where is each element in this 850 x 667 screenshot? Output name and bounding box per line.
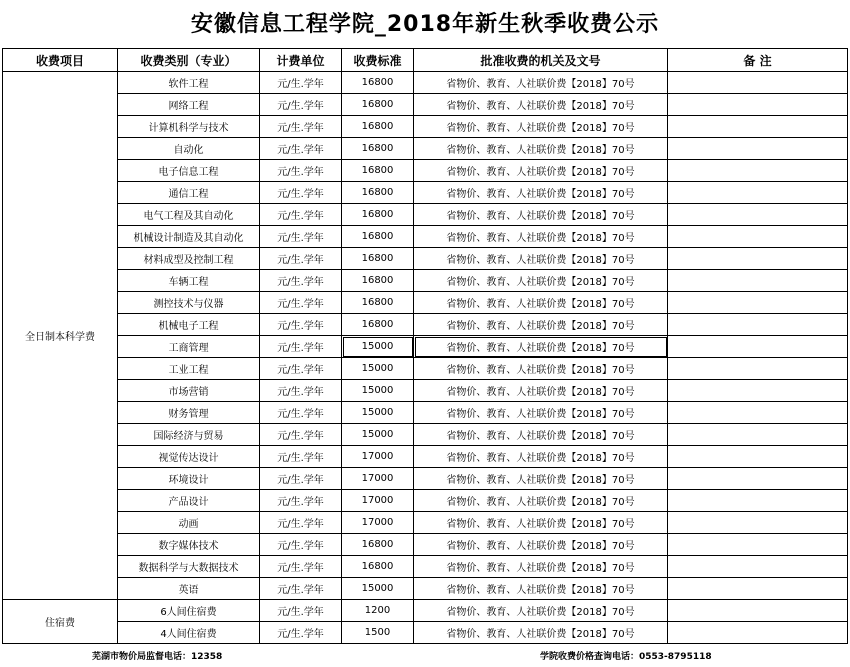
table-row	[3, 204, 848, 226]
table-row	[3, 468, 848, 490]
header-row	[3, 49, 848, 72]
category-cell[interactable]: 视觉传达设计	[118, 446, 260, 468]
group-cell-dorm[interactable]: 住宿费	[3, 600, 118, 644]
remark-cell[interactable]	[668, 204, 848, 226]
standard-cell[interactable]: 16800	[342, 182, 414, 204]
header-remark[interactable]: 备 注	[668, 49, 848, 72]
standard-cell[interactable]: 1500	[342, 622, 414, 644]
header-category[interactable]: 收费类别（专业）	[118, 49, 260, 72]
group-cell-tuition[interactable]: 全日制本科学费	[3, 72, 118, 600]
authority-cell[interactable]: 省物价、教育、人社联价费【2018】70号	[414, 600, 668, 622]
page-title: 安徽信息工程学院_2018年新生秋季收费公示	[190, 12, 660, 37]
unit-cell[interactable]: 元/生.学年	[260, 512, 342, 534]
standard-cell[interactable]: 17000	[342, 468, 414, 490]
authority-cell[interactable]: 省物价、教育、人社联价费【2018】70号	[414, 424, 668, 446]
category-cell[interactable]: 英语	[118, 578, 260, 600]
standard-cell[interactable]: 16800	[342, 94, 414, 116]
remark-cell[interactable]	[668, 182, 848, 204]
standard-cell[interactable]: 15000	[342, 424, 414, 446]
table-body	[3, 72, 848, 644]
standard-cell[interactable]: 16800	[342, 534, 414, 556]
authority-cell[interactable]: 省物价、教育、人社联价费【2018】70号	[414, 314, 668, 336]
unit-cell[interactable]: 元/生.学年	[260, 490, 342, 512]
table-row	[3, 138, 848, 160]
table-row	[3, 578, 848, 600]
standard-cell[interactable]: 16800	[342, 204, 414, 226]
unit-cell[interactable]: 元/生.学年	[260, 402, 342, 424]
unit-cell[interactable]: 元/生.学年	[260, 578, 342, 600]
remark-cell[interactable]	[668, 512, 848, 534]
table-row	[3, 94, 848, 116]
authority-cell[interactable]: 省物价、教育、人社联价费【2018】70号	[414, 248, 668, 270]
standard-cell[interactable]: 16800	[342, 314, 414, 336]
footer-supervision-phone: 芜湖市物价局监督电话：12358	[92, 652, 223, 662]
authority-cell[interactable]: 省物价、教育、人社联价费【2018】70号	[414, 446, 668, 468]
table-row	[3, 336, 848, 358]
standard-cell[interactable]: 16800	[342, 138, 414, 160]
unit-cell[interactable]: 元/生.学年	[260, 138, 342, 160]
table-row	[3, 160, 848, 182]
unit-cell[interactable]: 元/生.学年	[260, 534, 342, 556]
authority-cell[interactable]: 省物价、教育、人社联价费【2018】70号	[414, 94, 668, 116]
header-authority[interactable]: 批准收费的机关及文号	[414, 49, 668, 72]
table-row	[3, 424, 848, 446]
remark-cell[interactable]	[668, 138, 848, 160]
authority-cell[interactable]: 省物价、教育、人社联价费【2018】70号	[414, 182, 668, 204]
category-cell[interactable]: 环境设计	[118, 468, 260, 490]
unit-cell[interactable]: 元/生.学年	[260, 248, 342, 270]
table-row	[3, 226, 848, 248]
standard-cell[interactable]: 16800	[342, 160, 414, 182]
unit-cell[interactable]: 元/生.学年	[260, 424, 342, 446]
table-row	[3, 622, 848, 644]
remark-cell[interactable]	[668, 226, 848, 248]
standard-cell[interactable]: 16800	[342, 248, 414, 270]
remark-cell[interactable]	[668, 578, 848, 600]
remark-cell[interactable]	[668, 622, 848, 644]
table-row	[3, 556, 848, 578]
category-cell[interactable]: 机械电子工程	[118, 314, 260, 336]
category-cell[interactable]: 市场营销	[118, 380, 260, 402]
standard-cell[interactable]: 17000	[342, 490, 414, 512]
standard-cell[interactable]: 15000	[342, 380, 414, 402]
table-row	[3, 314, 848, 336]
standard-cell[interactable]: 16800	[342, 556, 414, 578]
standard-cell[interactable]: 17000	[342, 512, 414, 534]
category-cell[interactable]: 通信工程	[118, 182, 260, 204]
remark-cell[interactable]	[668, 468, 848, 490]
remark-cell[interactable]	[668, 314, 848, 336]
authority-cell[interactable]: 省物价、教育、人社联价费【2018】70号	[414, 160, 668, 182]
standard-cell[interactable]: 15000	[342, 336, 414, 358]
table-row	[3, 182, 848, 204]
category-cell[interactable]: 工业工程	[118, 358, 260, 380]
standard-cell[interactable]: 16800	[342, 72, 414, 94]
standard-cell[interactable]: 15000	[342, 578, 414, 600]
category-cell[interactable]: 网络工程	[118, 94, 260, 116]
remark-cell[interactable]	[668, 556, 848, 578]
unit-cell[interactable]: 元/生.学年	[260, 556, 342, 578]
remark-cell[interactable]	[668, 72, 848, 94]
unit-cell[interactable]: 元/生.学年	[260, 204, 342, 226]
table-row	[3, 402, 848, 424]
authority-cell[interactable]: 省物价、教育、人社联价费【2018】70号	[414, 204, 668, 226]
category-cell[interactable]: 软件工程	[118, 72, 260, 94]
remark-cell[interactable]	[668, 402, 848, 424]
unit-cell[interactable]: 元/生.学年	[260, 314, 342, 336]
authority-cell[interactable]: 省物价、教育、人社联价费【2018】70号	[414, 490, 668, 512]
unit-cell[interactable]: 元/生.学年	[260, 622, 342, 644]
remark-cell[interactable]	[668, 534, 848, 556]
category-cell[interactable]: 电气工程及其自动化	[118, 204, 260, 226]
standard-cell[interactable]: 17000	[342, 446, 414, 468]
table-row	[3, 512, 848, 534]
category-cell[interactable]: 材料成型及控制工程	[118, 248, 260, 270]
remark-cell[interactable]	[668, 336, 848, 358]
table-row	[3, 248, 848, 270]
authority-cell[interactable]: 省物价、教育、人社联价费【2018】70号	[414, 622, 668, 644]
category-cell[interactable]: 4人间住宿费	[118, 622, 260, 644]
remark-cell[interactable]	[668, 270, 848, 292]
authority-cell[interactable]: 省物价、教育、人社联价费【2018】70号	[414, 292, 668, 314]
unit-cell[interactable]: 元/生.学年	[260, 226, 342, 248]
category-cell[interactable]: 数据科学与大数据技术	[118, 556, 260, 578]
category-cell[interactable]: 产品设计	[118, 490, 260, 512]
authority-cell[interactable]: 省物价、教育、人社联价费【2018】70号	[414, 226, 668, 248]
header-unit[interactable]: 计费单位	[260, 49, 342, 72]
authority-cell[interactable]: 省物价、教育、人社联价费【2018】70号	[414, 72, 668, 94]
authority-cell[interactable]: 省物价、教育、人社联价费【2018】70号	[414, 116, 668, 138]
remark-cell[interactable]	[668, 160, 848, 182]
footer-inquiry-phone: 学院收费价格查询电话：0553-8795118	[540, 652, 712, 662]
unit-cell[interactable]: 元/生.学年	[260, 116, 342, 138]
authority-cell[interactable]: 省物价、教育、人社联价费【2018】70号	[414, 270, 668, 292]
unit-cell[interactable]: 元/生.学年	[260, 292, 342, 314]
authority-cell[interactable]: 省物价、教育、人社联价费【2018】70号	[414, 402, 668, 424]
category-cell[interactable]: 计算机科学与技术	[118, 116, 260, 138]
standard-cell[interactable]: 16800	[342, 270, 414, 292]
category-cell[interactable]: 车辆工程	[118, 270, 260, 292]
table-row	[3, 490, 848, 512]
standard-cell[interactable]: 16800	[342, 226, 414, 248]
authority-cell[interactable]: 省物价、教育、人社联价费【2018】70号	[414, 468, 668, 490]
category-cell[interactable]: 6人间住宿费	[118, 600, 260, 622]
standard-cell[interactable]: 16800	[342, 116, 414, 138]
remark-cell[interactable]	[668, 358, 848, 380]
category-cell[interactable]: 动画	[118, 512, 260, 534]
remark-cell[interactable]	[668, 424, 848, 446]
remark-cell[interactable]	[668, 116, 848, 138]
authority-cell[interactable]: 省物价、教育、人社联价费【2018】70号	[414, 512, 668, 534]
authority-cell[interactable]: 省物价、教育、人社联价费【2018】70号	[414, 358, 668, 380]
unit-cell[interactable]: 元/生.学年	[260, 600, 342, 622]
table-row	[3, 72, 848, 94]
table-row	[3, 292, 848, 314]
category-cell[interactable]: 国际经济与贸易	[118, 424, 260, 446]
category-cell[interactable]: 数字媒体技术	[118, 534, 260, 556]
standard-cell[interactable]: 16800	[342, 292, 414, 314]
remark-cell[interactable]	[668, 292, 848, 314]
authority-cell[interactable]: 省物价、教育、人社联价费【2018】70号	[414, 138, 668, 160]
unit-cell[interactable]: 元/生.学年	[260, 336, 342, 358]
category-cell[interactable]: 电子信息工程	[118, 160, 260, 182]
table-row	[3, 270, 848, 292]
fee-table	[2, 48, 848, 644]
category-cell[interactable]: 工商管理	[118, 336, 260, 358]
header-item[interactable]: 收费项目	[3, 49, 118, 72]
header-standard[interactable]: 收费标准	[342, 49, 414, 72]
standard-cell[interactable]: 1200	[342, 600, 414, 622]
remark-cell[interactable]	[668, 248, 848, 270]
standard-cell[interactable]: 15000	[342, 402, 414, 424]
unit-cell[interactable]: 元/生.学年	[260, 160, 342, 182]
category-cell[interactable]: 财务管理	[118, 402, 260, 424]
remark-cell[interactable]	[668, 490, 848, 512]
table-row	[3, 534, 848, 556]
authority-cell[interactable]: 省物价、教育、人社联价费【2018】70号	[414, 556, 668, 578]
table-row	[3, 446, 848, 468]
unit-cell[interactable]: 元/生.学年	[260, 358, 342, 380]
standard-cell[interactable]: 15000	[342, 358, 414, 380]
authority-cell[interactable]: 省物价、教育、人社联价费【2018】70号	[414, 534, 668, 556]
table-row	[3, 380, 848, 402]
category-cell[interactable]: 机械设计制造及其自动化	[118, 226, 260, 248]
unit-cell[interactable]: 元/生.学年	[260, 380, 342, 402]
remark-cell[interactable]	[668, 94, 848, 116]
remark-cell[interactable]	[668, 380, 848, 402]
unit-cell[interactable]: 元/生.学年	[260, 72, 342, 94]
unit-cell[interactable]: 元/生.学年	[260, 468, 342, 490]
unit-cell[interactable]: 元/生.学年	[260, 182, 342, 204]
unit-cell[interactable]: 元/生.学年	[260, 446, 342, 468]
remark-cell[interactable]	[668, 446, 848, 468]
unit-cell[interactable]: 元/生.学年	[260, 270, 342, 292]
table-row	[3, 600, 848, 622]
category-cell[interactable]: 测控技术与仪器	[118, 292, 260, 314]
authority-cell[interactable]: 省物价、教育、人社联价费【2018】70号	[414, 578, 668, 600]
remark-cell[interactable]	[668, 600, 848, 622]
category-cell[interactable]: 自动化	[118, 138, 260, 160]
authority-cell[interactable]: 省物价、教育、人社联价费【2018】70号	[414, 336, 668, 358]
unit-cell[interactable]: 元/生.学年	[260, 94, 342, 116]
table-row	[3, 358, 848, 380]
table-row	[3, 116, 848, 138]
authority-cell[interactable]: 省物价、教育、人社联价费【2018】70号	[414, 380, 668, 402]
